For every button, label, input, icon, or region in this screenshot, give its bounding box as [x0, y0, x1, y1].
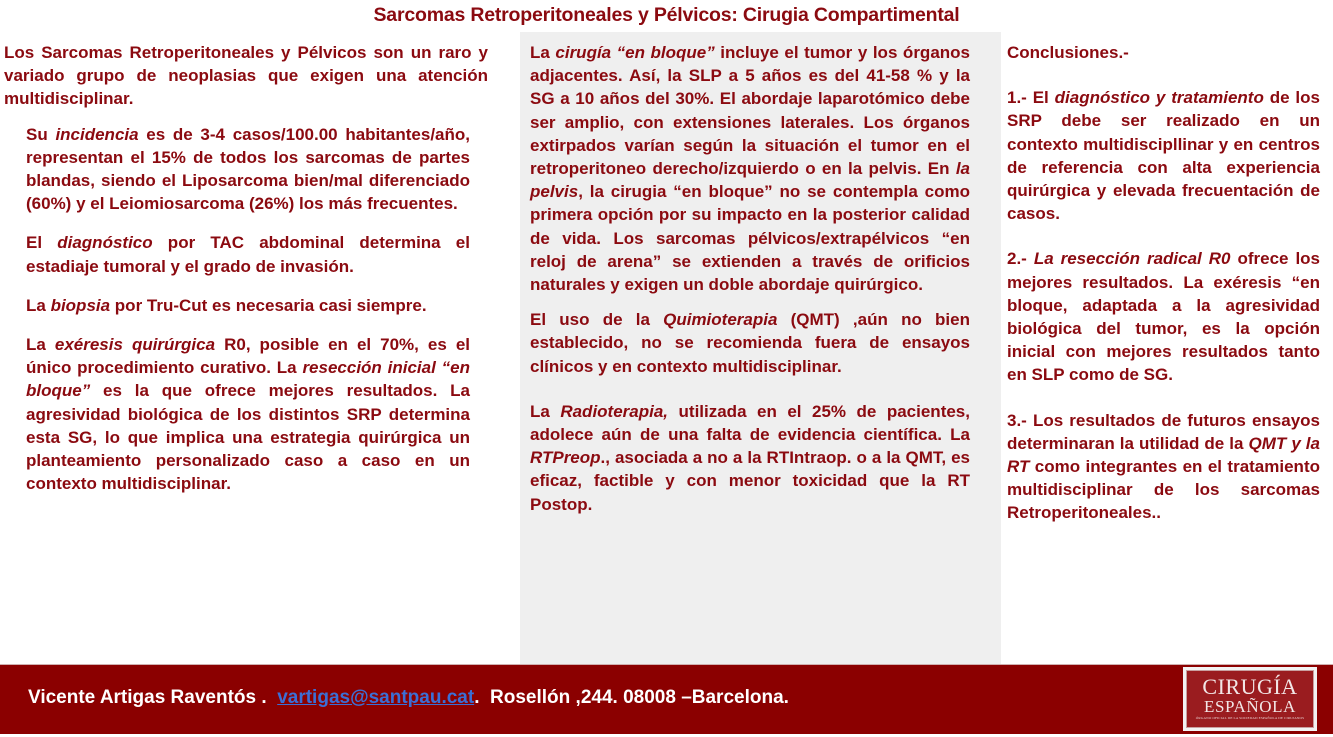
conclusions-column [1007, 41, 1320, 525]
text: El [26, 233, 58, 253]
text: es de 3-4 casos/100.00 habitantes/año, representan el 15% de todos los sarcomas de partes blandas, siendo el Liposarcoma bien/mal diferenciado (60%) y el Leiomiosarcoma (26%) los más frecuentes. [26, 124, 471, 214]
emphasis: la pelvis [530, 159, 970, 202]
text: Su [26, 124, 56, 144]
text: La [26, 295, 51, 315]
emphasis: Quimioterapia [663, 310, 778, 330]
email-link[interactable]: vartigas@santpau.cat [277, 687, 475, 708]
address: . Rosellón ,244. 08008 –Barcelona. [474, 687, 789, 708]
text: El uso de la [530, 310, 664, 330]
text: por Tru-Cut es necesaria casi siempre. [110, 295, 427, 315]
conclusion-3 [1007, 409, 1320, 525]
text: de los SRP debe ser realizado en un contexto multidiscipllinar y en centros de referencia con alta experiencia quirúrgica y elevada frecuentación de casos. [1007, 88, 1320, 224]
emphasis: resección inicial “en bloque” [26, 358, 470, 401]
poster-title: Sarcomas Retroperitoneales y Pélvicos: Cirugia Compartimental [373, 4, 960, 26]
text: 1.- El [1007, 88, 1055, 108]
emphasis: biopsia [50, 295, 111, 315]
text: ofrece los mejores resultados. La exéresis “en bloque, adaptada a la agresividad biológica del tumor, es la opción inicial con mejores resultados tanto en SLP como de SG. [1007, 249, 1321, 385]
text: 3.- Los resultados de futuros ensayos determinaran la utilidad de la [1007, 410, 1320, 453]
logo-line-1: CIRUGÍA [1202, 674, 1298, 699]
emphasis: cirugía “en bloque” [555, 43, 715, 62]
emphasis: La resección radical R0 [1033, 249, 1231, 269]
chemotherapy-paragraph [530, 308, 970, 378]
emphasis: exéresis quirúrgica [54, 335, 216, 355]
intro-paragraph: Los Sarcomas Retroperitoneales y Pélvicos son un raro y variado grupo de neoplasias que exigen una atención multidisciplinar. [4, 43, 488, 109]
conclusions-heading: Conclusiones.- [1007, 43, 1129, 62]
emphasis: QMT y la RT [1007, 433, 1320, 477]
emphasis: diagnóstico [57, 233, 153, 253]
text: La [530, 401, 561, 421]
surgery-paragraph [530, 41, 970, 296]
logo-line-2: ESPAÑOLA [1203, 697, 1297, 716]
footer-bar [0, 664, 1333, 734]
conclusion-1 [1007, 86, 1320, 225]
author-contact [28, 687, 789, 709]
emphasis: incidencia [55, 124, 139, 144]
emphasis: Radioterapia, [560, 401, 669, 421]
radiotherapy-paragraph [530, 400, 970, 516]
text: 2.- [1007, 249, 1034, 269]
diagnosis-paragraph [4, 231, 488, 277]
logo-subtitle: ÓRGANO OFICIAL DE LA SOCIEDAD ESPAÑOLA DE CIRUJANOS [1195, 716, 1305, 720]
text: (QMT) ,aún no bien establecido, no se recomienda fuera de ensayos clínicos y en contexto multidisciplinar. [530, 310, 970, 376]
text: utilizada en el 25% de pacientes, adolece aún de una falta de evidencia científica. La [530, 401, 970, 445]
text: , la cirugia “en bloque” no se contempla como primera opción por su impacto en la posterior calidad de vida. Los sarcomas pélvicos/extrapélvicos “en reloj de arena” se extienden a través de orificios naturales y exigen un doble abordaje quirúrgico. [530, 182, 970, 295]
text: por TAC abdominal determina el estadiaje tumoral y el grado de invasión. [26, 233, 470, 276]
biopsy-paragraph [4, 294, 488, 317]
text: La [26, 335, 55, 355]
incidence-paragraph [4, 123, 488, 216]
author-name: Vicente Artigas Raventós . [28, 687, 278, 708]
emphasis: diagnóstico y tratamiento [1054, 88, 1264, 108]
exeresis-paragraph [4, 333, 488, 495]
text: es la que ofrece mejores resultados. La agresividad biológica de los distintos SRP determina esta SG, lo que implica una estrategia quirúrgica un planteamiento personalizado caso a caso en un contexto multidisciplinar. [26, 381, 470, 494]
middle-column [530, 41, 970, 516]
text: incluye el tumor y los órganos adjacentes. Así, la SLP a 5 años es del 41-58 % y la SG a 10 años del 30%. El abordaje laparotómico debe ser amplio, con extensiones laterales. Los órganos extirpados varían según la situación el tumor en el retroperitoneo derecho/izquierdo o en la pelvis. En [530, 43, 970, 179]
text: La [530, 43, 556, 62]
cirugia-espanola-logo [1186, 670, 1314, 728]
conclusion-2 [1007, 247, 1320, 386]
text: como integrantes en el tratamiento multidisciplinar de los sarcomas Retroperitoneales.. [1007, 457, 1320, 523]
text: R0, posible en el 70%, es el único procedimiento curativo. La [26, 335, 470, 378]
left-column [4, 41, 488, 495]
text: ., asociada a no a la RTIntraop. o a la QMT, es eficaz, factible y con menor toxicidad que la RT Postop. [530, 448, 970, 514]
emphasis: RTPreop [530, 448, 601, 468]
